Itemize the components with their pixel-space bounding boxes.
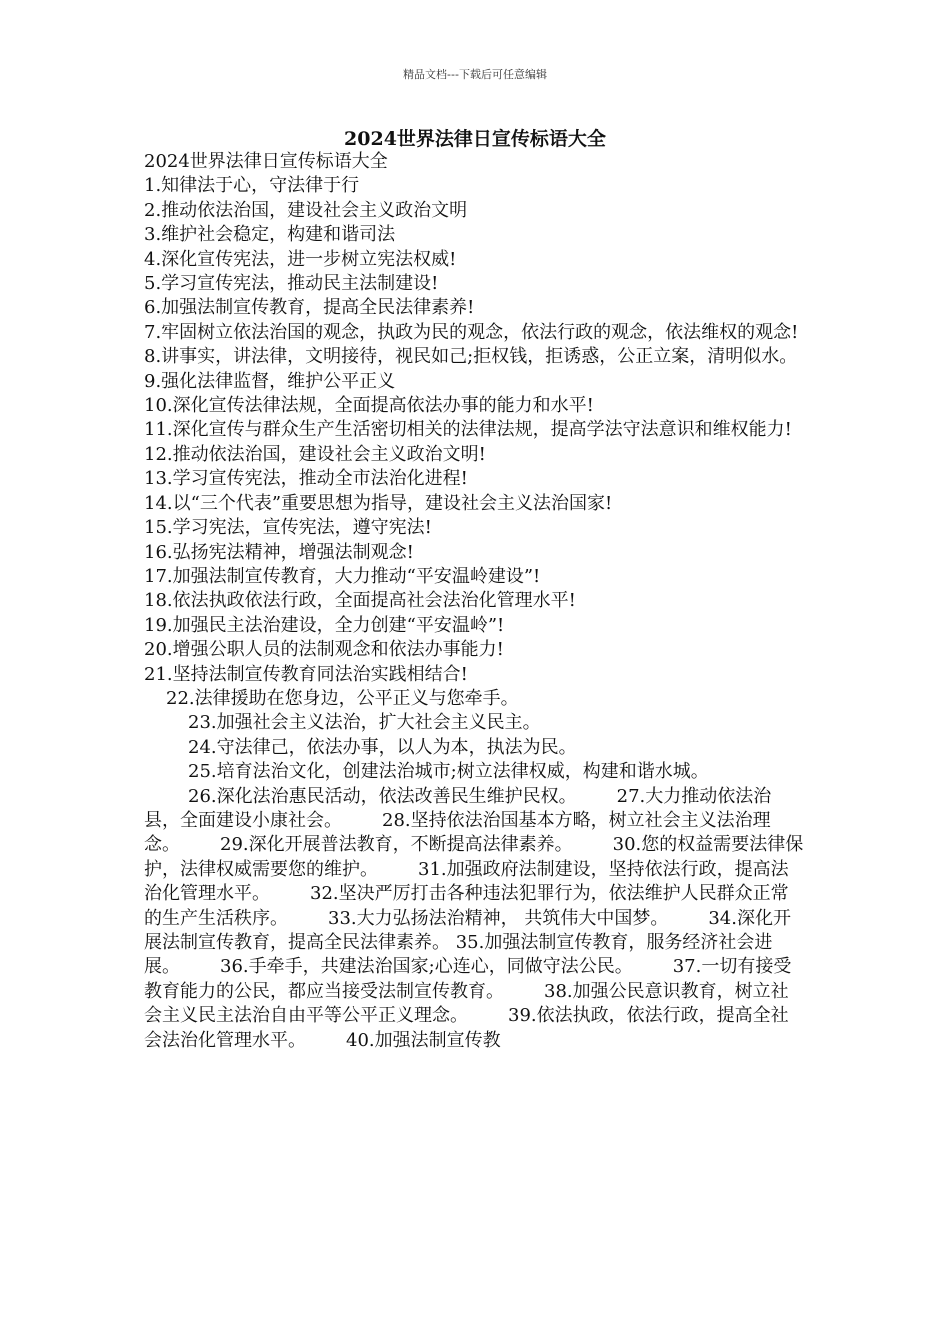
slogan-line: 15.学习宪法，宣传宪法，遵守宪法!	[144, 517, 432, 539]
slogan-item: 35.加强法制宣传教育，服务经济社会进展。	[144, 932, 773, 978]
slogan-line: 18.依法执政依法行政，全面提高社会法治化管理水平!	[144, 590, 576, 612]
slogan-item: 39.依法执政，依法行政，提高全社会法治化管理水平。	[144, 1005, 789, 1051]
slogan-line: 23.加强社会主义法治，扩大社会主义民主。	[188, 712, 541, 734]
document-body	[144, 150, 804, 1053]
slogan-item: 31.加强政府法制建设，坚持依法行政，提高法治化管理水平。	[144, 858, 789, 905]
slogan-line: 6.加强法制宣传教育，提高全民法律素养!	[144, 297, 475, 319]
slogan-line: 22.法律援助在您身边，公平正义与您牵手。	[166, 687, 519, 709]
slogan-line: 9.强化法律监督，维护公平正义	[144, 370, 396, 392]
slogan-item: 40.加强法制宣传教	[346, 1029, 501, 1051]
slogan-item: 29.深化开展普法教育，不断提高法律素养。	[220, 834, 573, 856]
slogan-item: 33.大力弘扬法治精神， 共筑伟大中国梦。	[328, 907, 669, 929]
slogan-line: 11.深化宣传与群众生产生活密切相关的法律法规，提高学法守法意识和维权能力!	[144, 419, 792, 441]
slogan-item: 28.坚持依法治国基本方略，树立社会主义法治理念。	[144, 809, 771, 856]
slogan-line: 1.知律法于心，守法律于行	[144, 175, 360, 197]
slogan-line: 19.加强民主法治建设，全力创建“平安温岭”!	[144, 614, 505, 636]
slogan-line: 20.增强公职人员的法制观念和依法办事能力!	[144, 639, 504, 661]
slogan-line: 25.培育法治文化，创建法治城市;树立法律权威，构建和谐水城。	[188, 761, 709, 783]
slogan-item: 26.深化法治惠民活动，依法改善民生维护民权。	[188, 785, 577, 807]
page-header: 精品文档---下载后可任意编辑	[403, 68, 547, 81]
slogan-item: 38.加强公民意识教育，树立社会主义民主法治自由平等公平正义理念。	[144, 980, 789, 1027]
slogan-line: 12.推动依法治国，建设社会主义政治文明!	[144, 443, 486, 465]
subtitle-line: 2024世界法律日宣传标语大全	[144, 151, 388, 172]
slogan-line: 2.推动依法治国，建设社会主义政治文明	[144, 199, 468, 221]
slogan-line: 7.牢固树立依法治国的观念，执政为民的观念，依法行政的观念，依法维权的观念!	[144, 321, 799, 343]
slogan-item: 37.一切有接受教育能力的公民，都应当接受法制宣传教育。	[144, 956, 792, 1002]
slogan-line: 10.深化宣传法律法规，全面提高依法办事的能力和水平!	[144, 395, 594, 417]
slogan-line: 21.坚持法制宣传教育同法治实践相结合!	[144, 663, 468, 685]
slogan-item: 32.坚决严厉打击各种违法犯罪行为，依法维护人民群众正常的生产生活秩序。	[144, 883, 789, 929]
document-title: 2024世界法律日宣传标语大全	[344, 128, 606, 150]
slogan-line: 17.加强法制宣传教育，大力推动“平安温岭建设”!	[144, 565, 541, 587]
slogan-line: 3.维护社会稳定，构建和谐司法	[144, 224, 396, 246]
slogan-paragraph	[144, 785, 804, 1053]
slogan-item: 34.深化开展法制宣传教育，提高全民法律素养。	[144, 907, 791, 953]
slogan-line: 13.学习宣传宪法，推动全市法治化进程!	[144, 468, 468, 490]
slogan-line: 16.弘扬宪法精神，增强法制观念!	[144, 541, 414, 563]
slogan-line: 8.讲事实，讲法律，文明接待，视民如己;拒权钱，拒诱惑，公正立案，清明似水。	[144, 346, 798, 368]
slogan-line: 4.深化宣传宪法，进一步树立宪法权威!	[144, 248, 457, 270]
slogan-line: 24.守法律己，依法办事，以人为本，执法为民。	[188, 736, 577, 758]
slogan-item: 30.您的权益需要法律保护，法律权威需要您的维护。	[144, 834, 804, 880]
slogan-line: 5.学习宣传宪法，推动民主法制建设!	[144, 273, 439, 295]
slogan-line: 14.以“三个代表”重要思想为指导，建设社会主义法治国家!	[144, 492, 613, 514]
slogan-item: 36.手牵手，共建法治国家;心连心，同做守法公民。	[220, 956, 633, 978]
slogan-item: 27.大力推动依法治县，全面建设小康社会。	[144, 785, 772, 831]
